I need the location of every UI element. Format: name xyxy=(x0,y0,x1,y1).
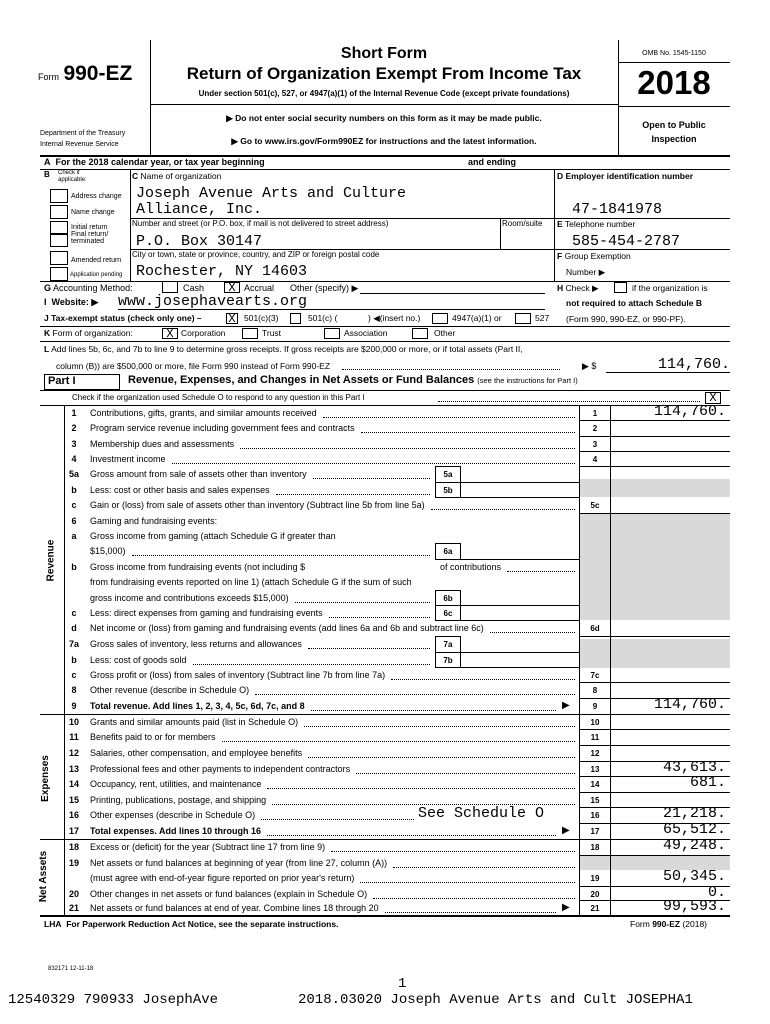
open-public: Open to Public xyxy=(642,120,706,130)
line-number: 21 xyxy=(68,903,79,913)
row-rule xyxy=(580,745,730,746)
527-label: 527 xyxy=(535,313,550,323)
section-a xyxy=(44,157,265,167)
subtitle: Under section 501(c), 527, or 4947(a)(1) of the Internal Revenue Code (except private foundations) xyxy=(198,89,570,98)
expenses-side-label: Expenses xyxy=(39,755,51,802)
dot-leader xyxy=(304,726,575,727)
terminated-text: terminated xyxy=(71,238,105,245)
line-number: c xyxy=(71,670,77,680)
line-l-text1: Add lines 5b, 6c, and 7b to line 9 to determine gross receipts. If gross receipts are $200,000 or more, or if total assets (Part II, xyxy=(51,344,523,354)
row-rule xyxy=(580,729,730,730)
line-number: b xyxy=(71,655,77,665)
accrual-checkbox[interactable]: X xyxy=(224,282,240,293)
line-amount: 114,760. xyxy=(653,403,726,420)
4947-label: 4947(a)(1) or xyxy=(452,313,502,323)
line-amount: 50,345. xyxy=(662,868,726,885)
street-label: Number and street (or P.O. box, if mail is not delivered to street address) xyxy=(132,219,389,228)
final-return-text: Final return/ xyxy=(71,231,109,238)
line-number: 6 xyxy=(71,516,77,526)
form-number: 990-EZ xyxy=(63,62,133,85)
trust-checkbox[interactable] xyxy=(242,328,258,339)
line-text: Program service revenue including government fees and contracts xyxy=(90,423,355,433)
sub-line-ref: 6c xyxy=(443,609,453,618)
line-number: a xyxy=(71,531,77,541)
sub-bottom-rule xyxy=(435,497,580,498)
other-org-label: Other xyxy=(434,328,456,338)
dot-leader xyxy=(267,835,556,836)
form-of-org-text: Form of organization: xyxy=(52,328,133,338)
form-word: Form xyxy=(38,72,59,82)
group-exemption-text: Group Exemption xyxy=(564,251,631,261)
line-text: Total expenses. Add lines 10 through 16 xyxy=(90,826,262,836)
line-number: 13 xyxy=(68,764,79,774)
name-of-org-label: Name of organization xyxy=(140,171,222,181)
section-f-label: F xyxy=(557,251,563,261)
sub-line-ref: 6a xyxy=(443,547,453,556)
initial-return-label: Initial return xyxy=(71,224,108,231)
sub-top-rule xyxy=(435,466,460,467)
name-change-label: Name change xyxy=(71,209,115,216)
line-number: d xyxy=(71,623,77,633)
line-ref: 6d xyxy=(590,624,600,633)
line-number: 15 xyxy=(68,795,79,805)
dot-leader xyxy=(393,867,575,868)
form-of-org xyxy=(44,328,133,338)
line-amount: 43,613. xyxy=(662,759,726,776)
page-number: 1 xyxy=(398,976,407,992)
dot-leader xyxy=(311,710,556,711)
section-j-label: J xyxy=(44,313,49,323)
line-number: b xyxy=(71,562,77,572)
dept-line2: Internal Revenue Service xyxy=(40,141,119,148)
line-text: Gross sales of inventory, less returns and allowances xyxy=(90,639,302,649)
line-ref: 16 xyxy=(590,811,600,820)
sub-line-ref: 7a xyxy=(443,640,453,649)
part-i-title-text: Revenue, Expenses, and Changes in Net Assets or Fund Balances xyxy=(128,374,475,386)
dot-leader xyxy=(261,819,414,820)
part-i-title-note: (see the instructions for Part I) xyxy=(477,376,578,385)
sub-bottom-rule xyxy=(435,559,580,560)
line-text: Gross income from fundraising events (not including $ xyxy=(90,562,306,572)
insert-no-label: ) ◀(insert no.) xyxy=(368,313,421,323)
association-checkbox[interactable] xyxy=(324,328,340,339)
line-amount: 99,593. xyxy=(662,898,726,915)
line-l-text2: column (B)) are $500,000 or more, file Form 990 instead of Form 990-EZ xyxy=(56,361,331,371)
check-applicable xyxy=(58,170,87,184)
line-number: 5a xyxy=(68,469,79,479)
dot-leader xyxy=(431,509,575,510)
final-return-checkbox[interactable] xyxy=(50,233,68,247)
line-text: Net income or (loss) from gaming and fundraising events (add lines 6a and 6b and subtract line 6c) xyxy=(90,623,484,633)
row-rule xyxy=(580,466,730,467)
row-rule xyxy=(580,420,730,421)
section-k-label: K xyxy=(44,328,51,338)
line-text: Other expenses (describe in Schedule O) xyxy=(90,810,256,820)
cash-label: Cash xyxy=(183,283,205,293)
dot-leader xyxy=(132,555,430,556)
schedule-b-text1: if the organization is xyxy=(632,283,708,293)
line-number: 3 xyxy=(71,439,77,449)
part-i-title xyxy=(128,374,578,386)
address-change-label: Address change xyxy=(71,193,122,200)
accrual-label: Accrual xyxy=(244,283,275,293)
sub-top-rule xyxy=(435,543,460,544)
line-text: Gaming and fundraising events: xyxy=(90,516,218,526)
line-ref: 7c xyxy=(590,671,600,680)
row-rule xyxy=(580,636,730,637)
line-text: Gross income from gaming (attach Schedule G if greater than xyxy=(90,531,336,541)
501c-checkbox[interactable] xyxy=(290,313,301,324)
line-text: Other changes in net assets or fund balances (explain in Schedule O) xyxy=(90,889,368,899)
dot-leader xyxy=(267,788,575,789)
schedule-o-checkbox[interactable]: X xyxy=(705,392,721,404)
ein-label xyxy=(557,171,693,181)
sub-line-ref: 7b xyxy=(443,656,453,665)
final-return-label xyxy=(71,231,108,245)
527-checkbox[interactable] xyxy=(515,313,531,324)
line-ref: 3 xyxy=(592,440,598,449)
dot-leader xyxy=(255,694,575,695)
tax-exempt-text: Tax-exempt status (check only one) – xyxy=(51,313,202,323)
dot-leader xyxy=(391,679,575,680)
dot-leader xyxy=(360,882,575,883)
application-pending-label: Application pending xyxy=(70,272,123,278)
dot-leader xyxy=(329,617,430,618)
phone-value: 585-454-2787 xyxy=(572,233,681,250)
schedule-b-text2: not required to attach Schedule B xyxy=(566,298,703,308)
501c3-label: 501(c)(3) xyxy=(244,313,279,323)
gross-receipts-amount: 114,760. xyxy=(657,356,730,373)
line-ref: 11 xyxy=(590,733,600,742)
dot-leader xyxy=(295,602,430,603)
line-text: Total revenue. Add lines 1, 2, 3, 4, 5c, 6d, 7c, and 8 xyxy=(90,701,305,711)
line-amount: 681. xyxy=(689,774,726,791)
section-a-label: A xyxy=(44,157,51,167)
website-value[interactable]: www.josephavearts.org xyxy=(118,293,308,310)
line-amount: 21,218. xyxy=(662,805,726,822)
line-text: (must agree with end-of-year figure reported on prior year's return) xyxy=(90,873,355,883)
dot-leader xyxy=(331,851,575,852)
line-text: Gross amount from sale of assets other than inventory xyxy=(90,469,307,479)
ein-value: 47-1841978 xyxy=(572,201,663,218)
sub-bottom-rule xyxy=(435,667,580,668)
line-text: Other revenue (describe in Schedule O) xyxy=(90,685,250,695)
line-number: 19 xyxy=(68,858,79,868)
dot-leader xyxy=(490,632,575,633)
line-text: gross income and contributions exceeds $15,000) xyxy=(90,593,289,603)
bottom-right-id: 2018.03020 Joseph Avenue Arts and Cult JOSEPHA1 xyxy=(298,992,693,1008)
line-number: 20 xyxy=(68,889,79,899)
group-exemption xyxy=(557,251,631,261)
phone-label xyxy=(557,219,635,229)
inspection: Inspection xyxy=(651,134,697,144)
line-number: 8 xyxy=(71,685,77,695)
net-assets-side-label: Net Assets xyxy=(38,850,50,903)
line-ref: 4 xyxy=(592,455,598,464)
dot-leader xyxy=(507,571,575,572)
line-number: c xyxy=(71,608,77,618)
sub-line-ref: 5a xyxy=(443,470,453,479)
line-ref: 18 xyxy=(590,843,600,852)
dot-leader xyxy=(193,664,430,665)
row-rule xyxy=(580,451,730,452)
bottom-left-id: 12540329 790933 JosephAve xyxy=(8,992,219,1008)
line-number: 18 xyxy=(68,842,79,852)
line-ref: 15 xyxy=(590,796,600,805)
line-ref: 12 xyxy=(590,749,600,758)
line-number: 4 xyxy=(71,454,77,464)
room-suite-label: Room/suite xyxy=(502,219,543,228)
org-name-line1: Joseph Avenue Arts and Culture xyxy=(136,185,407,202)
line-text: Less: cost of goods sold xyxy=(90,655,187,665)
accounting-method-text: Accounting Method: xyxy=(53,283,133,293)
dot-leader xyxy=(172,463,575,464)
line-text: from fundraising events reported on line 1) (attach Schedule G if the sum of such xyxy=(90,577,412,587)
row-rule xyxy=(580,513,730,514)
line-ref: 19 xyxy=(590,874,600,883)
paperwork-notice: For Paperwork Reduction Act Notice, see the separate instructions. xyxy=(66,919,339,929)
website-label xyxy=(44,297,98,308)
line-ref: 21 xyxy=(590,904,600,913)
instructions-notice: ▶ Go to www.irs.gov/Form990EZ for instructions and the latest information. xyxy=(231,136,537,146)
street-address: P.O. Box 30147 xyxy=(136,233,263,250)
line-ref: 9 xyxy=(592,702,598,711)
dot-leader xyxy=(308,757,575,758)
row-rule xyxy=(580,916,730,917)
line-number: 1 xyxy=(71,408,77,418)
line-text: Benefits paid to or for members xyxy=(90,732,216,742)
line-ref: 8 xyxy=(592,686,598,695)
sub-bottom-rule xyxy=(435,620,580,621)
line-text: Professional fees and other payments to independent contractors xyxy=(90,764,351,774)
line-ref: 10 xyxy=(590,718,600,727)
line-number: 17 xyxy=(68,826,79,836)
tax-year: 2018 xyxy=(637,64,711,101)
line-text: $15,000) xyxy=(90,546,126,556)
footer-code: 832171 12-11-18 xyxy=(48,966,94,972)
section-d-label: D xyxy=(557,171,564,181)
sub-top-rule xyxy=(435,636,460,637)
check-text: Check ▶ xyxy=(565,283,599,293)
section-a-text: For the 2018 calendar year, or tax year beginning xyxy=(55,157,265,167)
dot-leader xyxy=(308,648,430,649)
row-rule xyxy=(580,855,730,856)
section-h-label: H xyxy=(557,283,564,293)
form-ref-year: (2018) xyxy=(680,919,708,929)
line-ref: 13 xyxy=(590,765,600,774)
4947-checkbox[interactable] xyxy=(432,313,448,324)
association-label: Association xyxy=(344,328,388,338)
section-g-label: G xyxy=(44,283,52,293)
dot-leader xyxy=(240,448,575,449)
revenue-side-label: Revenue xyxy=(45,539,57,582)
dot-leader xyxy=(222,741,575,742)
dot-leader xyxy=(356,773,575,774)
line-ref: 5c xyxy=(590,501,600,510)
address-change-checkbox[interactable] xyxy=(50,189,68,203)
line-number: c xyxy=(71,500,77,510)
line-number: 7a xyxy=(68,639,79,649)
ein-text: Employer identification number xyxy=(565,171,694,181)
line-text: Printing, publications, postage, and shipping xyxy=(90,795,267,805)
dot-leader xyxy=(323,417,575,418)
line-amount: 65,512. xyxy=(662,821,726,838)
city-state-zip: Rochester, NY 14603 xyxy=(136,263,308,280)
amended-return-label: Amended return xyxy=(71,257,122,264)
section-e-label: E xyxy=(557,219,563,229)
501c-label: 501(c) ( xyxy=(308,313,338,323)
line-text: Grants and similar amounts paid (list in Schedule O) xyxy=(90,717,299,727)
application-pending-checkbox[interactable] xyxy=(50,267,68,281)
trust-label: Trust xyxy=(262,328,282,338)
line-ref: 14 xyxy=(590,780,600,789)
line-number: 12 xyxy=(68,748,79,758)
line-text: Membership dues and assessments xyxy=(90,439,235,449)
dept-line1: Department of the Treasury xyxy=(40,130,126,137)
corporation-checkbox[interactable]: X xyxy=(162,328,178,339)
sub-line-ref: 6b xyxy=(443,594,453,603)
total-arrow: ▶ xyxy=(562,825,570,836)
public-inspection xyxy=(618,118,730,146)
group-number-label: Number ▶ xyxy=(566,267,606,277)
row-rule xyxy=(580,436,730,437)
line-l xyxy=(44,344,523,354)
sub-top-rule xyxy=(435,652,460,653)
row-rule xyxy=(580,792,730,793)
line-ref: 2 xyxy=(592,424,598,433)
title-line2: Return of Organization Exempt From Income Tax xyxy=(186,64,582,83)
footer-notice xyxy=(44,919,338,929)
org-name-label xyxy=(132,171,221,181)
section-i-label: I xyxy=(44,297,47,307)
line-text: Less: direct expenses from gaming and fundraising events xyxy=(90,608,323,618)
amended-return-checkbox[interactable] xyxy=(50,251,68,265)
form-ref-number: 990-EZ xyxy=(652,919,681,929)
name-change-checkbox[interactable] xyxy=(50,205,68,219)
line-amount: 49,248. xyxy=(662,837,726,854)
line-text: Salaries, other compensation, and employee benefits xyxy=(90,748,303,758)
website-text: Website: ▶ xyxy=(51,297,99,307)
501c3-checkbox[interactable]: X xyxy=(226,313,238,324)
line-amount: 0. xyxy=(707,884,726,901)
line-number: b xyxy=(71,485,77,495)
dot-leader xyxy=(373,898,575,899)
accounting-method xyxy=(44,283,133,293)
other-method-label: Other (specify) ▶ xyxy=(290,283,359,293)
dot-leader xyxy=(276,494,430,495)
line-text: Occupancy, rent, utilities, and maintenance xyxy=(90,779,262,789)
form-ref xyxy=(630,919,707,929)
phone-text: Telephone number xyxy=(564,219,636,229)
sub-top-rule xyxy=(435,590,460,591)
line-text: Net assets or fund balances at end of year. Combine lines 18 through 20 xyxy=(90,903,379,913)
section-l-label: L xyxy=(44,344,50,354)
line-text-2: of contributions xyxy=(440,562,502,572)
line-number: 2 xyxy=(71,423,77,433)
schedule-b-check xyxy=(557,283,599,294)
city-label: City or town, state or province, country, and ZIP or foreign postal code xyxy=(132,250,380,259)
schedule-o-note: See Schedule O xyxy=(418,805,545,822)
row-rule xyxy=(580,682,730,683)
line-amount: 114,760. xyxy=(653,696,726,713)
section-b-label: B xyxy=(44,170,50,179)
and-ending: and ending xyxy=(468,157,516,167)
line-ref: 20 xyxy=(590,890,600,899)
row-rule xyxy=(580,714,730,715)
section-c-label: C xyxy=(132,171,139,181)
check-if: Check if xyxy=(58,170,80,176)
form-ref-pre: Form xyxy=(630,919,653,929)
total-arrow: ▶ xyxy=(562,700,570,711)
ssn-notice: ▶ Do not enter social security numbers on this form as it may be made public. xyxy=(226,113,542,123)
dot-leader xyxy=(313,478,430,479)
other-org-checkbox[interactable] xyxy=(412,328,428,339)
line-text: Excess or (deficit) for the year (Subtract line 17 from line 9) xyxy=(90,842,326,852)
sub-line-ref: 5b xyxy=(443,486,453,495)
line-text: Less: cost or other basis and sales expenses xyxy=(90,485,270,495)
sub-top-rule xyxy=(435,605,460,606)
line-ref: 1 xyxy=(592,409,598,418)
line-number: 16 xyxy=(68,810,79,820)
corporation-label: Corporation xyxy=(181,328,226,338)
applicable: applicable: xyxy=(58,177,87,183)
title-line1: Short Form xyxy=(340,45,428,62)
line-ref: 17 xyxy=(590,827,600,836)
cash-checkbox[interactable] xyxy=(162,281,178,293)
line-text: Contributions, gifts, grants, and similar amounts received xyxy=(90,408,317,418)
dot-leader xyxy=(385,912,556,913)
lha: LHA xyxy=(44,919,62,929)
line-text: Net assets or fund balances at beginning of year (from line 27, column (A)) xyxy=(90,858,388,868)
omb-number: OMB No. 1545-1150 xyxy=(642,50,706,57)
line-number: 11 xyxy=(69,732,79,742)
org-name-line2: Alliance, Inc. xyxy=(136,201,263,218)
dot-leader xyxy=(361,432,575,433)
line-number: 9 xyxy=(71,701,77,711)
dot-leader xyxy=(272,804,575,805)
form-title xyxy=(150,44,618,84)
schedule-o-check-text: Check if the organization used Schedule O to respond to any question in this Part I xyxy=(72,393,365,402)
line-number: 14 xyxy=(68,779,79,789)
department xyxy=(40,128,125,150)
line-text: Gross profit or (loss) from sales of inventory (Subtract line 7b from line 7a) xyxy=(90,670,386,680)
line-number: 10 xyxy=(68,717,79,727)
line-text: Investment income xyxy=(90,454,166,464)
form-label xyxy=(38,62,132,86)
total-arrow: ▶ xyxy=(562,902,570,913)
tax-exempt-status xyxy=(44,313,202,323)
schedule-b-checkbox[interactable] xyxy=(614,282,627,293)
line-text: Gain or (loss) from sale of assets other than inventory (Subtract line 5b from line 5a) xyxy=(90,500,425,510)
part-i-label: Part I xyxy=(48,375,76,387)
line-l-arrow: ▶ $ xyxy=(582,361,597,371)
sub-top-rule xyxy=(435,482,460,483)
schedule-b-text3: (Form 990, 990-EZ, or 990-PF). xyxy=(566,314,686,324)
